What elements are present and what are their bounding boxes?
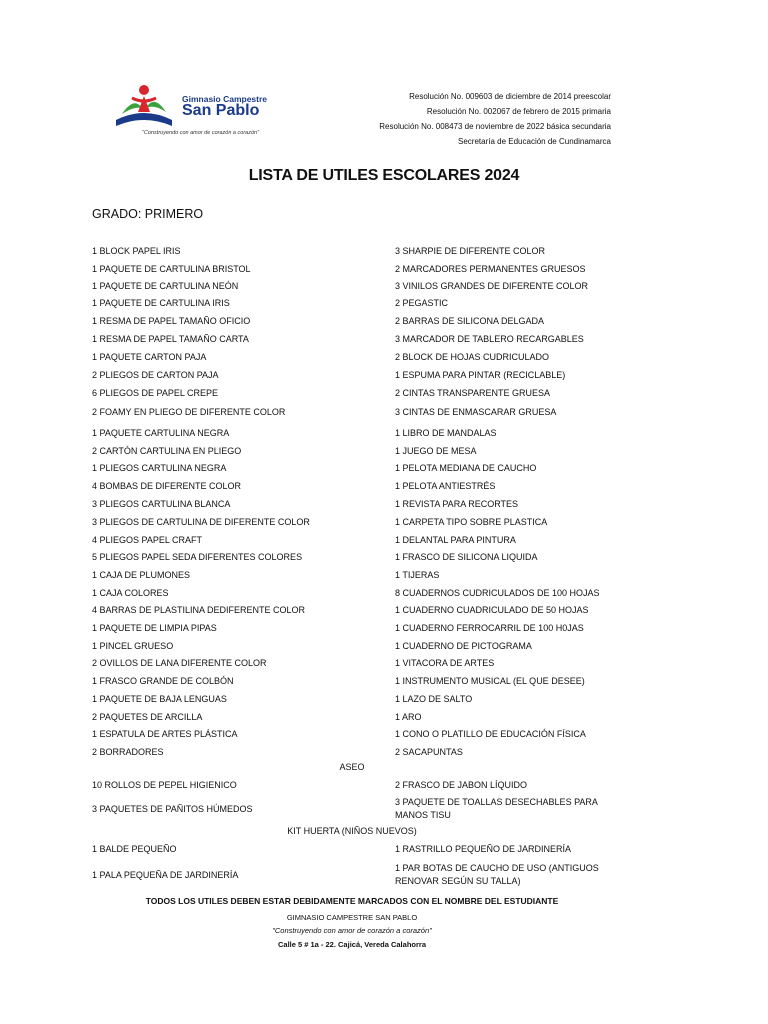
supply-item: 1 CARPETA TIPO SOBRE PLASTICA — [395, 517, 548, 527]
supply-item: 1 PELOTA ANTIESTRÉS — [395, 481, 496, 491]
supply-item: 1 JUEGO DE MESA — [395, 446, 477, 456]
supply-item: 2 CINTAS TRANSPARENTE GRUESA — [395, 388, 551, 398]
footer-address: Calle 5 # 1a - 22. Cajicá, Vereda Calahorra — [277, 940, 426, 949]
supply-item: 1 ESPATULA DE ARTES PLÁSTICA — [92, 729, 238, 739]
supply-item: 1 DELANTAL PARA PINTURA — [395, 535, 516, 545]
supply-item: 3 PLIEGOS DE CARTULINA DE DIFERENTE COLOR — [92, 517, 310, 527]
supply-item: 1 FRASCO GRANDE DE COLBÓN — [92, 676, 234, 686]
supply-item: 2 BLOCK DE HOJAS CUDRICULADO — [395, 352, 550, 362]
school-logo — [112, 82, 292, 142]
supply-item: 1 BLOCK PAPEL IRIS — [92, 246, 181, 256]
supply-item: 3 MARCADOR DE TABLERO RECARGABLES — [395, 334, 584, 344]
supply-item: 1 VITACORA DE ARTES — [395, 658, 495, 668]
supply-item: 1 PINCEL GRUESO — [92, 641, 174, 651]
supply-item: 1 CUADERNO FERROCARRIL DE 100 H0JAS — [395, 623, 584, 633]
supply-item: 1 RESMA DE PAPEL TAMAÑO CARTA — [92, 334, 249, 344]
school-logo-icon — [112, 82, 176, 132]
supply-item: 2 OVILLOS DE LANA DIFERENTE COLOR — [92, 658, 267, 668]
supply-item: 1 PAQUETE DE BAJA LENGUAS — [92, 694, 227, 704]
supply-item: 4 PLIEGOS PAPEL CRAFT — [92, 535, 203, 545]
supply-item: 1 CUADERNO DE PICTOGRAMA — [395, 641, 532, 651]
supply-item: 1 PELOTA MEDIANA DE CAUCHO — [395, 463, 537, 473]
supply-item: 4 BOMBAS DE DIFERENTE COLOR — [92, 481, 242, 491]
supply-item: 2 PEGASTIC — [395, 298, 449, 308]
resolutions-block — [379, 89, 611, 149]
footer-school: GIMNASIO CAMPESTRE SAN PABLO — [286, 913, 418, 922]
supply-item: 1 RESMA DE PAPEL TAMAÑO OFICIO — [92, 316, 251, 326]
aseo-item: 10 ROLLOS DE PEPEL HIGIENICO — [92, 780, 237, 790]
logo-tagline: "Construyendo con amor de corazón a corazón" — [142, 130, 260, 136]
supply-item: 2 BORRADORES — [92, 747, 164, 757]
supply-item: 2 MARCADORES PERMANENTES GRUESOS — [395, 264, 586, 274]
huerta-item: 1 PALA PEQUEÑA DE JARDINERÍA — [92, 870, 239, 880]
supply-item: 1 PLIEGOS CARTULINA NEGRA — [92, 463, 227, 473]
supply-item: 1 LIBRO DE MANDALAS — [395, 428, 497, 438]
grade-label: GRADO: PRIMERO — [92, 207, 204, 221]
supply-item: 3 CINTAS DE ENMASCARAR GRUESA — [395, 407, 557, 417]
aseo-item: 3 PAQUETE DE TOALLAS DESECHABLES PARA MANOS TISU — [395, 797, 598, 820]
supply-item: 1 CAJA DE PLUMONES — [92, 570, 191, 580]
supply-item: 3 SHARPIE DE DIFERENTE COLOR — [395, 246, 546, 256]
supply-item: 1 LAZO DE SALTO — [395, 694, 473, 704]
supply-item: 1 CONO O PLATILLO DE EDUCACIÓN FÍSICA — [395, 729, 586, 739]
supply-item: 1 PAQUETE DE CARTULINA IRIS — [92, 298, 230, 308]
supply-item: 5 PLIEGOS PAPEL SEDA DIFERENTES COLORES — [92, 552, 303, 562]
huerta-item: 1 RASTRILLO PEQUEÑO DE JARDINERÍA — [395, 844, 572, 854]
aseo-item: 3 PAQUETES DE PAÑITOS HÚMEDOS — [92, 804, 253, 814]
supply-item: 2 PLIEGOS DE CARTON PAJA — [92, 370, 219, 380]
supply-item: 6 PLIEGOS DE PAPEL CREPE — [92, 388, 219, 398]
aseo-item: 2 FRASCO DE JABON LÍQUIDO — [395, 780, 528, 790]
supply-item: 3 PLIEGOS CARTULINA BLANCA — [92, 499, 231, 509]
supply-item: 2 PAQUETES DE ARCILLA — [92, 712, 203, 722]
supply-item: 2 SACAPUNTAS — [395, 747, 463, 757]
huerta-item: 1 BALDE PEQUEÑO — [92, 844, 177, 854]
page-title: LISTA DE UTILES ESCOLARES 2024 — [248, 167, 520, 184]
supply-item: 1 PAQUETE DE CARTULINA BRISTOL — [92, 264, 251, 274]
aseo-heading: ASEO — [339, 762, 365, 772]
supply-item: 2 FOAMY EN PLIEGO DE DIFERENTE COLOR — [92, 407, 286, 417]
supply-item: 4 BARRAS DE PLASTILINA DEDIFERENTE COLOR — [92, 605, 306, 615]
supply-item: 1 PAQUETE DE CARTULINA NEÓN — [92, 281, 239, 291]
supply-item: 1 PAQUETE CARTON PAJA — [92, 352, 207, 362]
huerta-item: 1 PAR BOTAS DE CAUCHO DE USO (ANTIGUOS RENOVAR SEGÚN SU TALLA) — [395, 863, 599, 886]
supply-item: 1 REVISTA PARA RECORTES — [395, 499, 519, 509]
resolution-line: Resolución No. 008473 de noviembre de 2022 básica secundaria — [379, 122, 611, 131]
supply-item: 8 CUADERNOS CUDRICULADOS DE 100 HOJAS — [395, 588, 600, 598]
resolution-line: Secretaría de Educación de Cundinamarca — [458, 137, 611, 146]
supply-item: 1 INSTRUMENTO MUSICAL (EL QUE DESEE) — [395, 676, 585, 686]
logo-school-name: San Pablo — [182, 102, 260, 119]
supply-item: 1 CUADERNO CUADRICULADO DE 50 HOJAS — [395, 605, 589, 615]
huerta-heading: KIT HUERTA (NIÑOS NUEVOS) — [287, 826, 417, 836]
supply-item: 1 ARO — [395, 712, 422, 722]
supply-item: 1 FRASCO DE SILICONA LIQUIDA — [395, 552, 538, 562]
supply-item: 1 TIJERAS — [395, 570, 440, 580]
footer-notice: TODOS LOS UTILES DEBEN ESTAR DEBIDAMENTE MARCADOS CON EL NOMBRE DEL ESTUDIANTE — [145, 896, 559, 906]
supply-item: 1 PAQUETE DE LIMPIA PIPAS — [92, 623, 217, 633]
footer-motto: "Construyendo con amor de corazón a corazón" — [272, 926, 432, 935]
logo-small-text: Gimnasio Campestre — [182, 94, 268, 104]
supply-item: 2 CARTÓN CARTULINA EN PLIEGO — [92, 446, 242, 456]
resolution-line: Resolución No. 002067 de febrero de 2015 primaria — [426, 107, 611, 116]
resolution-line: Resolución No. 009603 de diciembre de 2014 preescolar — [409, 92, 611, 101]
supply-item: 1 CAJA COLORES — [92, 588, 169, 598]
supply-item: 2 BARRAS DE SILICONA DELGADA — [395, 316, 545, 326]
supply-item: 3 VINILOS GRANDES DE DIFERENTE COLOR — [395, 281, 589, 291]
supply-item: 1 ESPUMA PARA PINTAR (RECICLABLE) — [395, 370, 566, 380]
supply-item: 1 PAQUETE CARTULINA NEGRA — [92, 428, 230, 438]
